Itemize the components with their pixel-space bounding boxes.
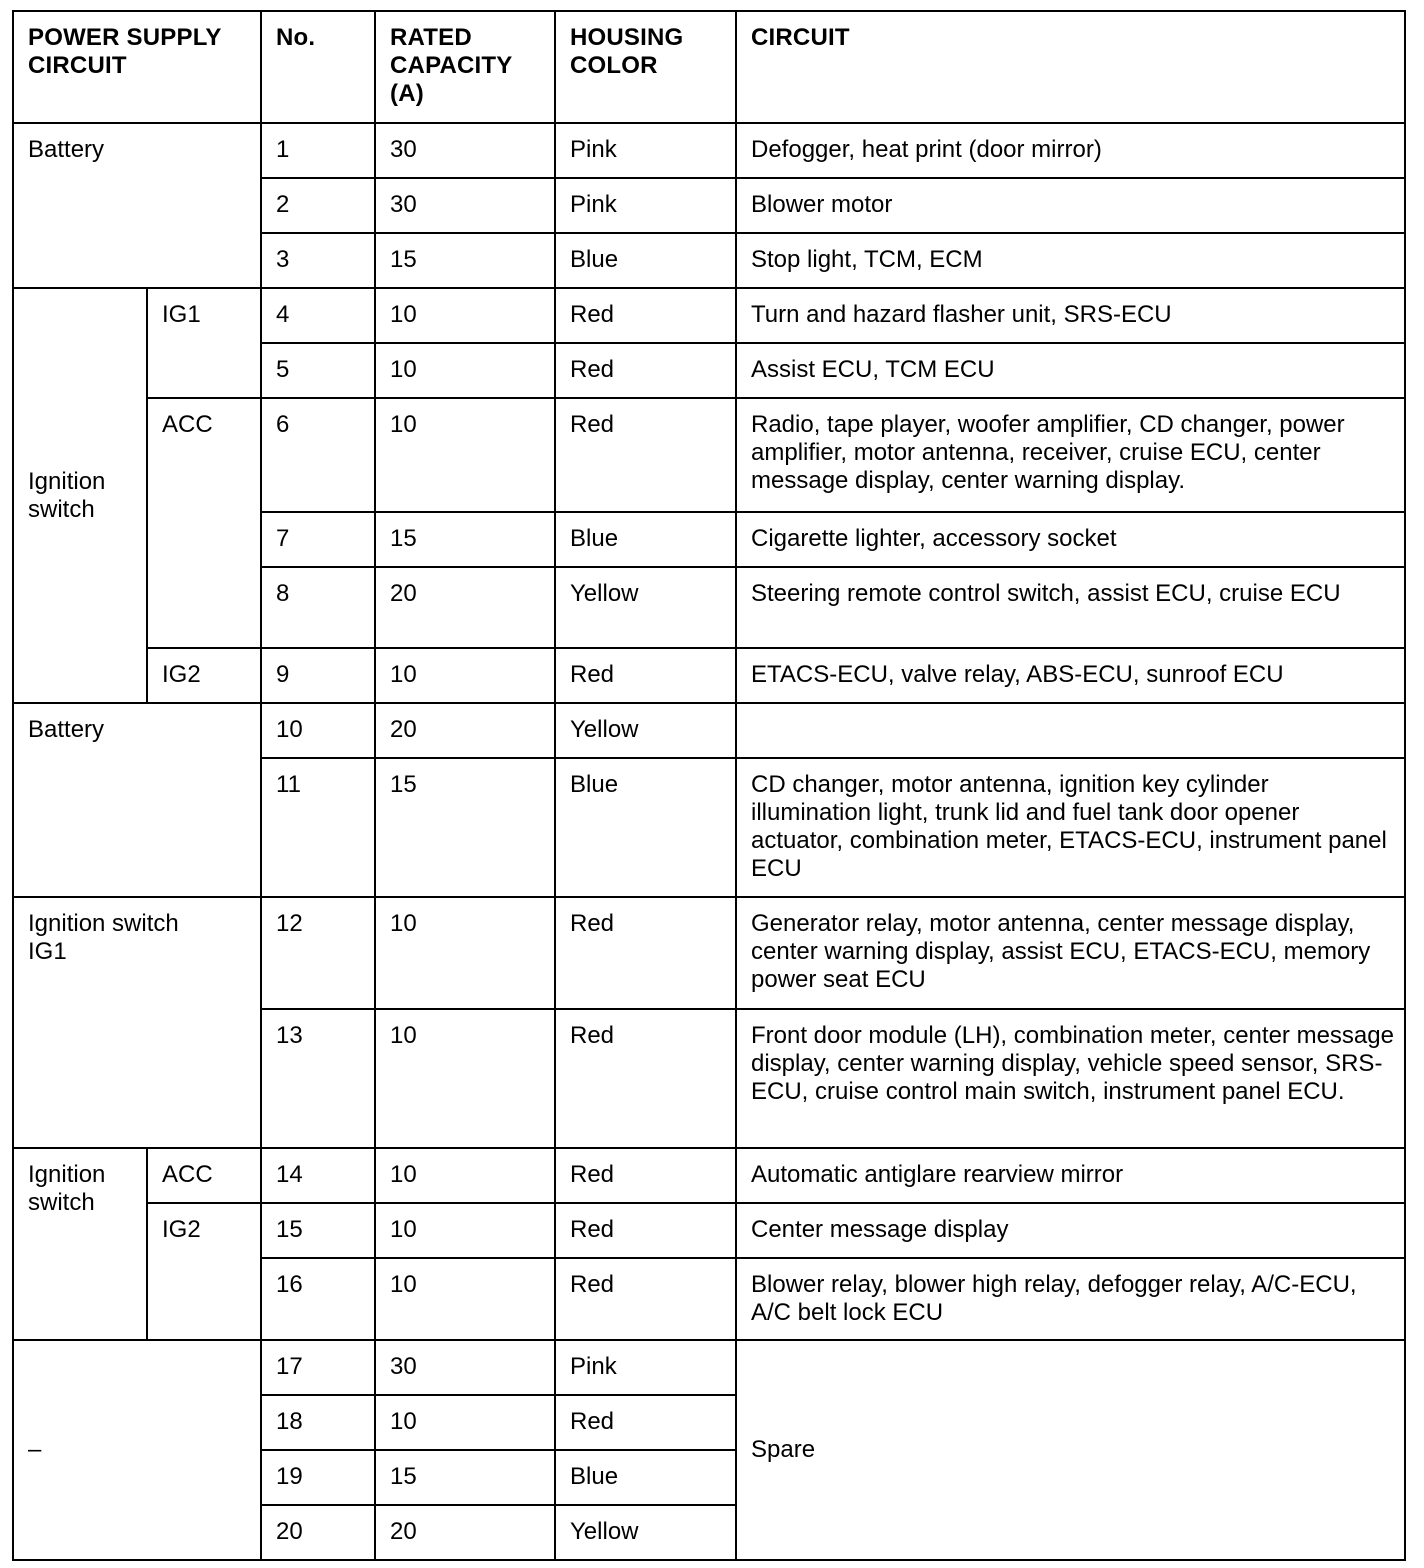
fuse-no: 7	[261, 512, 375, 567]
fuse-housing-color: Red	[555, 897, 736, 1009]
group-battery: Battery	[13, 123, 261, 288]
group-label-line: IG1	[28, 938, 67, 965]
fuse-capacity: 10	[375, 897, 555, 1009]
fuse-no: 12	[261, 897, 375, 1009]
fuse-capacity: 20	[375, 567, 555, 648]
fuse-circuit: Defogger, heat print (door mirror)	[736, 123, 1405, 178]
table-row	[13, 1148, 1405, 1203]
fuse-no: 20	[261, 1505, 375, 1560]
fuse-capacity: 30	[375, 178, 555, 233]
table-row	[13, 1203, 1405, 1258]
fuse-no: 17	[261, 1340, 375, 1395]
fuse-no: 11	[261, 758, 375, 897]
fuse-circuit: Radio, tape player, woofer amplifier, CD changer, power amplifier, motor antenna, receiver, cruise ECU, center message display, center warning display.	[736, 398, 1405, 512]
fuse-circuit-spare: Spare	[736, 1340, 1405, 1560]
fuse-capacity: 10	[375, 1203, 555, 1258]
fuse-circuit: Blower relay, blower high relay, defogger relay, A/C-ECU, A/C belt lock ECU	[736, 1258, 1405, 1340]
fuse-housing-color: Red	[555, 1203, 736, 1258]
subgroup-ig1: IG1	[147, 288, 261, 398]
fuse-capacity: 10	[375, 1148, 555, 1203]
fuse-no: 10	[261, 703, 375, 758]
subgroup-ig2-2: IG2	[147, 1203, 261, 1340]
fuse-no: 3	[261, 233, 375, 288]
fuse-no: 8	[261, 567, 375, 648]
header-no: No.	[261, 11, 375, 123]
fuse-circuit: CD changer, motor antenna, ignition key cylinder illumination light, trunk lid and fuel tank door opener actuator, combination meter, ETACS-ECU, instrument panel ECU	[736, 758, 1405, 897]
table-row	[13, 123, 1405, 178]
fuse-circuit: Automatic antiglare rearview mirror	[736, 1148, 1405, 1203]
fuse-no: 14	[261, 1148, 375, 1203]
fuse-capacity: 15	[375, 233, 555, 288]
fuse-capacity: 10	[375, 343, 555, 398]
fuse-circuit: Front door module (LH), combination meter, center message display, center warning display, vehicle speed sensor, SRS-ECU, cruise control main switch, instrument panel ECU.	[736, 1009, 1405, 1148]
fuse-circuit: Assist ECU, TCM ECU	[736, 343, 1405, 398]
fuse-capacity: 15	[375, 512, 555, 567]
group-ignition-switch-2: Ignition switch	[13, 1148, 147, 1340]
fuse-no: 9	[261, 648, 375, 703]
fuse-circuit: Stop light, TCM, ECM	[736, 233, 1405, 288]
fuse-capacity: 30	[375, 123, 555, 178]
fuse-capacity: 20	[375, 703, 555, 758]
fuse-circuit: Blower motor	[736, 178, 1405, 233]
group-ignition-switch: Ignition switch	[13, 288, 147, 703]
fuse-circuit: Center message display	[736, 1203, 1405, 1258]
fuse-housing-color: Red	[555, 648, 736, 703]
fuse-housing-color: Pink	[555, 178, 736, 233]
fuse-housing-color: Blue	[555, 758, 736, 897]
fuse-housing-color: Red	[555, 1395, 736, 1450]
fuse-housing-color: Pink	[555, 1340, 736, 1395]
fuse-housing-color: Red	[555, 288, 736, 343]
fuse-capacity: 30	[375, 1340, 555, 1395]
fuse-capacity: 10	[375, 648, 555, 703]
fuse-housing-color: Blue	[555, 233, 736, 288]
fuse-circuit: Generator relay, motor antenna, center message display, center warning display, assist ECU, ETACS-ECU, memory power seat ECU	[736, 897, 1405, 1009]
group-none: –	[13, 1340, 261, 1560]
fuse-housing-color: Blue	[555, 1450, 736, 1505]
fuse-no: 13	[261, 1009, 375, 1148]
fuse-circuit: ETACS-ECU, valve relay, ABS-ECU, sunroof ECU	[736, 648, 1405, 703]
fuse-no: 6	[261, 398, 375, 512]
fuse-no: 16	[261, 1258, 375, 1340]
group-ignition-switch-ig1	[13, 897, 261, 1148]
fuse-housing-color: Red	[555, 1009, 736, 1148]
table-row	[13, 398, 1405, 512]
group-label-line: Ignition switch	[28, 910, 179, 937]
table-row	[13, 703, 1405, 758]
fuse-table-container	[12, 10, 1406, 1561]
header-housing-color: HOUSING COLOR	[555, 11, 736, 123]
table-row	[13, 1340, 1405, 1395]
fuse-no: 4	[261, 288, 375, 343]
header-circuit: CIRCUIT	[736, 11, 1405, 123]
fuse-capacity: 10	[375, 1395, 555, 1450]
fuse-capacity: 20	[375, 1505, 555, 1560]
fuse-circuit: Turn and hazard flasher unit, SRS-ECU	[736, 288, 1405, 343]
fuse-housing-color: Red	[555, 1148, 736, 1203]
fuse-housing-color: Blue	[555, 512, 736, 567]
fuse-capacity: 15	[375, 758, 555, 897]
subgroup-acc: ACC	[147, 398, 261, 648]
table-row	[13, 288, 1405, 343]
fuse-capacity: 10	[375, 1009, 555, 1148]
fuse-housing-color: Red	[555, 1258, 736, 1340]
fuse-no: 5	[261, 343, 375, 398]
fuse-housing-color: Red	[555, 398, 736, 512]
fuse-capacity: 10	[375, 398, 555, 512]
fuse-no: 1	[261, 123, 375, 178]
fuse-housing-color: Pink	[555, 123, 736, 178]
fuse-table	[12, 10, 1406, 1561]
fuse-no: 18	[261, 1395, 375, 1450]
fuse-housing-color: Red	[555, 343, 736, 398]
fuse-circuit: Cigarette lighter, accessory socket	[736, 512, 1405, 567]
fuse-housing-color: Yellow	[555, 567, 736, 648]
fuse-no: 15	[261, 1203, 375, 1258]
table-row	[13, 897, 1405, 1009]
fuse-capacity: 10	[375, 288, 555, 343]
fuse-housing-color: Yellow	[555, 1505, 736, 1560]
fuse-capacity: 10	[375, 1258, 555, 1340]
fuse-circuit: Steering remote control switch, assist ECU, cruise ECU	[736, 567, 1405, 648]
fuse-no: 19	[261, 1450, 375, 1505]
header-row	[13, 11, 1405, 123]
fuse-circuit	[736, 703, 1405, 758]
group-battery-2: Battery	[13, 703, 261, 897]
fuse-housing-color: Yellow	[555, 703, 736, 758]
fuse-capacity: 15	[375, 1450, 555, 1505]
subgroup-acc-2: ACC	[147, 1148, 261, 1203]
table-row	[13, 648, 1405, 703]
fuse-no: 2	[261, 178, 375, 233]
header-rated-capacity: RATED CAPACITY (A)	[375, 11, 555, 123]
subgroup-ig2: IG2	[147, 648, 261, 703]
header-power-supply-circuit: POWER SUPPLY CIRCUIT	[13, 11, 261, 123]
